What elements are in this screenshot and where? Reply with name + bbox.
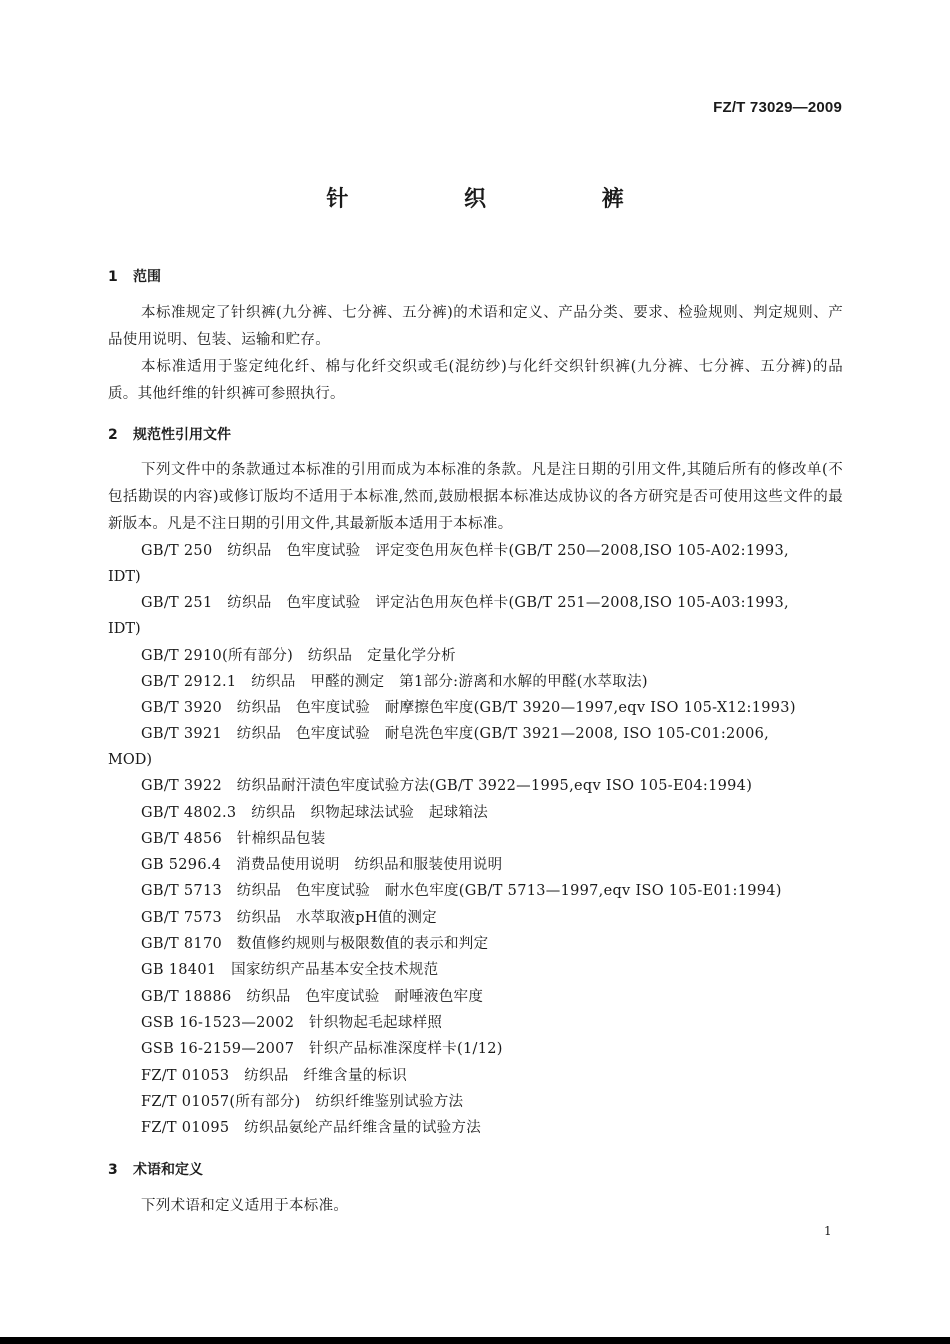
reference-item: GB/T 2910(所有部分) 纺织品 定量化学分析	[141, 648, 456, 664]
reference-item: GB/T 4802.3 纺织品 织物起球法试验 起球箱法	[141, 805, 489, 821]
paragraph: 本标准适用于鉴定纯化纤、棉与化纤交织或毛(混纺纱)与化纤交织针织裤(九分裤、七分裤、五分裤)的品质。其他纤维的针织裤可参照执行。	[108, 359, 843, 402]
reference-item: GB/T 251 纺织品 色牢度试验 评定沾色用灰色样卡(GB/T 251—2008,ISO 105-A03:1993,	[141, 595, 789, 611]
reference-item-continuation: MOD)	[108, 752, 153, 768]
paragraph: 下列文件中的条款通过本标准的引用而成为本标准的条款。凡是注日期的引用文件,其随后所有的修改单(不包括勘误的内容)或修订版均不适用于本标准,然而,鼓励根据本标准达成协议的各方研究是否可使用这些文件的最新版本。凡是不注日期的引用文件,其最新版本适用于本标准。	[108, 462, 843, 532]
reference-item: GB/T 5713 纺织品 色牢度试验 耐水色牢度(GB/T 5713—1997,eqv ISO 105-E01:1994)	[141, 883, 782, 899]
section-heading-terms-definitions	[108, 1159, 203, 1179]
section-number: 3	[108, 1162, 118, 1178]
reference-item: GB 18401 国家纺织产品基本安全技术规范	[141, 962, 439, 978]
page-number: 1	[824, 1224, 832, 1238]
reference-item: GB/T 2912.1 纺织品 甲醛的测定 第1部分:游离和水解的甲醛(水萃取法)	[141, 674, 648, 690]
reference-item: GB/T 250 纺织品 色牢度试验 评定变色用灰色样卡(GB/T 250—2008,ISO 105-A02:1993,	[141, 543, 789, 559]
reference-item: GB/T 8170 数值修约规则与极限数值的表示和判定	[141, 936, 489, 952]
section-heading-scope	[108, 266, 161, 286]
reference-item: GB 5296.4 消费品使用说明 纺织品和服装使用说明	[141, 857, 503, 873]
reference-item: GB/T 3920 纺织品 色牢度试验 耐摩擦色牢度(GB/T 3920—1997,eqv ISO 105-X12:1993)	[141, 700, 796, 716]
standard-code: FZ/T 73029—2009	[713, 99, 842, 116]
section-title: 范围	[133, 269, 161, 285]
reference-item: GSB 16-2159—2007 针织产品标准深度样卡(1/12)	[141, 1041, 503, 1057]
section-number: 2	[108, 427, 118, 443]
section-number: 1	[108, 269, 118, 285]
reference-item: GSB 16-1523—2002 针织物起毛起球样照	[141, 1015, 443, 1031]
reference-item: GB/T 4856 针棉织品包装	[141, 831, 326, 847]
reference-item-continuation: IDT)	[108, 569, 141, 585]
bottom-border	[0, 1337, 950, 1344]
section-heading-normative-references	[108, 424, 231, 444]
reference-item: FZ/T 01053 纺织品 纤维含量的标识	[141, 1068, 408, 1084]
reference-item: GB/T 18886 纺织品 色牢度试验 耐唾液色牢度	[141, 989, 484, 1005]
reference-item: GB/T 3921 纺织品 色牢度试验 耐皂洗色牢度(GB/T 3921—2008, ISO 105-C01:2006,	[141, 726, 770, 742]
reference-item: GB/T 7573 纺织品 水萃取液pH值的测定	[141, 910, 437, 926]
reference-item: GB/T 3922 纺织品耐汗渍色牢度试验方法(GB/T 3922—1995,eqv ISO 105-E04:1994)	[141, 778, 753, 794]
document-title: 针 织 裤	[326, 187, 678, 212]
section-title: 术语和定义	[133, 1162, 203, 1178]
reference-item-continuation: IDT)	[108, 621, 141, 637]
paragraph: 本标准规定了针织裤(九分裤、七分裤、五分裤)的术语和定义、产品分类、要求、检验规则、判定规则、产品使用说明、包装、运输和贮存。	[108, 305, 843, 348]
reference-item: FZ/T 01095 纺织品氨纶产品纤维含量的试验方法	[141, 1120, 482, 1136]
reference-item: FZ/T 01057(所有部分) 纺织纤维鉴别试验方法	[141, 1094, 464, 1110]
paragraph: 下列术语和定义适用于本标准。	[141, 1198, 349, 1214]
section-title: 规范性引用文件	[133, 427, 231, 443]
